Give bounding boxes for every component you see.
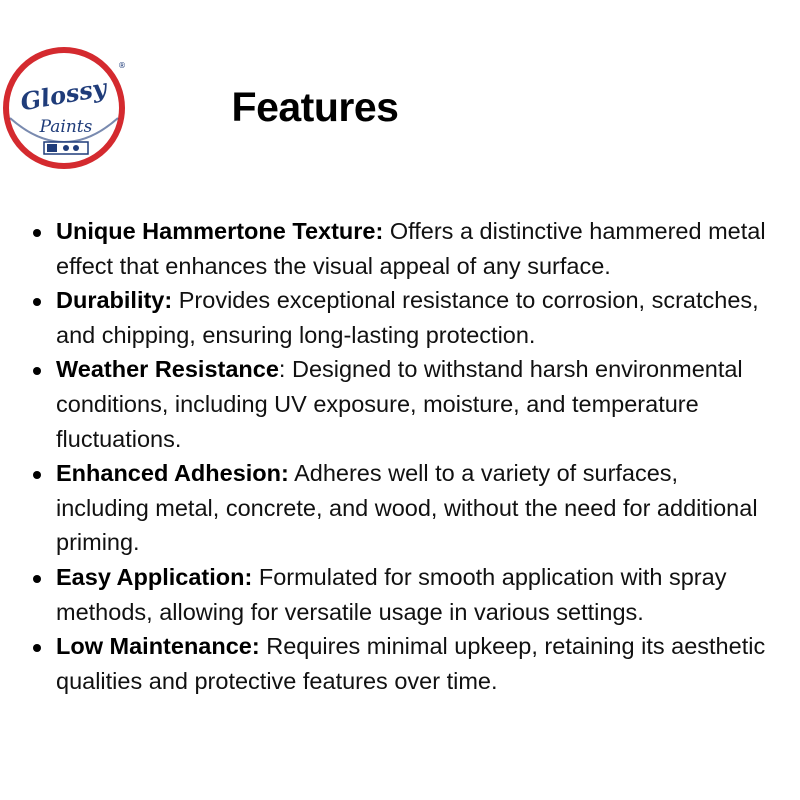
feature-term: Unique Hammertone Texture: bbox=[56, 218, 384, 244]
list-item bbox=[33, 560, 773, 629]
feature-text: Adheres well to a variety of surfaces, including metal, concrete, and wood, without the need for additional priming. bbox=[56, 460, 758, 556]
list-item bbox=[33, 214, 773, 283]
list-item bbox=[33, 629, 773, 698]
list-item bbox=[33, 456, 773, 560]
feature-text: Formulated for smooth application with spray methods, allowing for versatile usage in various settings. bbox=[56, 563, 727, 625]
feature-term: Weather Resistance bbox=[56, 356, 279, 383]
list-item bbox=[33, 352, 773, 456]
page-title: Features bbox=[231, 84, 399, 130]
bullet-icon bbox=[33, 367, 41, 375]
svg-text:Paints: Paints bbox=[39, 117, 93, 137]
feature-term: Low Maintenance: bbox=[56, 633, 260, 660]
feature-list bbox=[33, 214, 773, 698]
list-item bbox=[33, 283, 773, 352]
bullet-icon bbox=[33, 471, 41, 479]
feature-term: Enhanced Adhesion: bbox=[56, 460, 289, 487]
feature-term: Durability: bbox=[56, 287, 173, 314]
bullet-icon bbox=[33, 575, 41, 583]
bullet-icon bbox=[33, 229, 41, 237]
page-title-wrap bbox=[0, 84, 800, 131]
feature-text: Provides exceptional resistance to corrosion, scratches, and chipping, ensuring long-lasting protection. bbox=[56, 287, 759, 348]
svg-text:®: ® bbox=[118, 61, 126, 70]
svg-text:Glossy: Glossy bbox=[18, 72, 109, 117]
feature-text: : Designed to withstand harsh environmental conditions, including UV exposure, moisture, and temperature fluctuations. bbox=[56, 356, 743, 452]
bullet-icon bbox=[33, 298, 41, 306]
feature-text: Offers a distinctive hammered metal effect that enhances the visual appeal of any surface. bbox=[56, 218, 766, 279]
feature-term: Easy Application: bbox=[56, 563, 253, 590]
feature-text: Requires minimal upkeep, retaining its aesthetic qualities and protective features over time. bbox=[56, 633, 766, 694]
bullet-icon bbox=[33, 644, 41, 652]
